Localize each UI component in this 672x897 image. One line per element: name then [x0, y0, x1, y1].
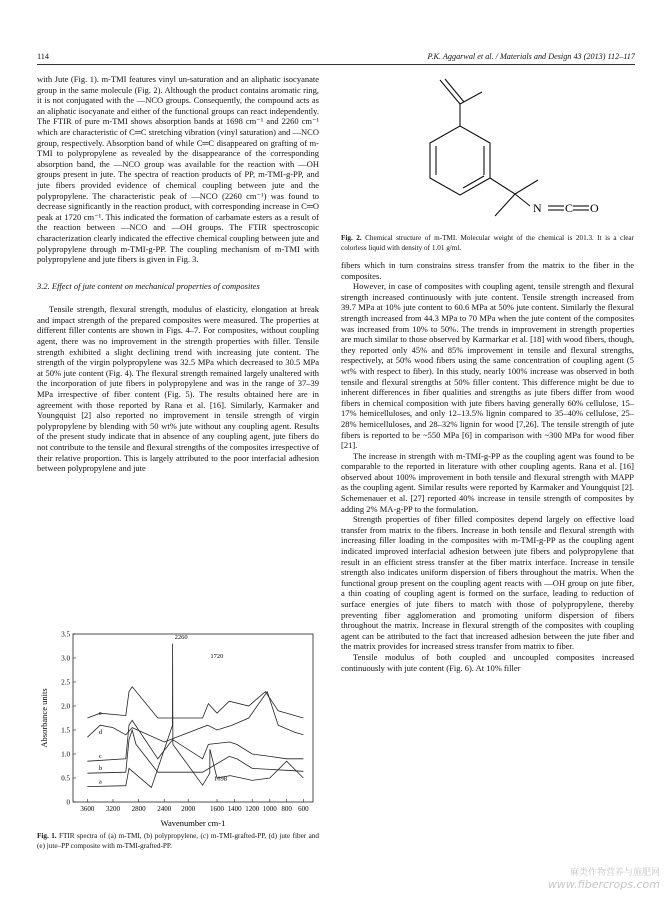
x-tick-label: 3200: [106, 805, 120, 813]
watermark: [548, 865, 660, 891]
spectrum-b: [87, 730, 303, 773]
figure1-caption: [37, 832, 319, 851]
paragraph: Tensile modulus of both coupled and uncoupled composites increased continuously with jute content (Fig. 6). At 10% filler: [341, 651, 634, 673]
atom-c: C: [565, 201, 574, 215]
peak-annotations: [175, 634, 227, 783]
right-column: [341, 260, 634, 673]
series-label-a: a: [98, 778, 102, 786]
atom-o: O: [590, 201, 599, 215]
figure1-label: Fig. 1.: [37, 832, 57, 840]
running-title: P.K. Aggarwal et al. / Materials and Design 43 (2013) 112–117: [427, 52, 635, 61]
spectrum-c: [87, 720, 303, 761]
paragraph: However, in case of composites with coupling agent, tensile strength and flexural strength increased continuously with jute content. Tensile strength increased from 39.7 MPa at 10% jute content to 60.6 MPa at 50% jute content. Similarly the flexural strength increased from 44.3 MPa to 70 MPa when the jute content of the composites was increased from 10% to 50%. The trends in improvement in strength properties are much similar to those observed by Karmarkar et al. [18] with wood fibers, though, they reported only 45% and 85% improvement in tensile and flexural strengths, respectively, at 50% wood fibers using the same concentration of coupling agent (5 wt% with respect to fiber). In this study, nearly 100% increase was observed in both tensile and flexural strengths at 50% filler content. This difference might be due to inherent differences in fiber qualities and strengths as jute fibers differ from wood fibers in chemical composition with jute fibers having generally 60% cellulose, 15–17% hemicelluloses, and only 12–13.5% lignin compared to 35–40% cellulose, 25–28% hemicelluloses, and 28–32% lignin for wood [7,26]. The tensile strength of jute fibers is reported to be ~550 MPa [6] in comparison with ~300 MPa for wood fiber [21].: [341, 281, 634, 451]
x-tick-label: 1400: [227, 805, 242, 813]
paragraph: with Jute (Fig. 1). m-TMI features vinyl un-saturation and an aliphatic isocyanate group in the same molecule (Fig. 2). Although the product contains aromatic ring, it is not conjugated with the —NCO groups. Consequently, the compound acts as an aliphatic isocyanate and either of the functional groups can react independently. The FTIR of pure m-TMI shows absorption bands at 1698 cm⁻¹ and 2260 cm⁻¹ which are characteristic of C═C stretching vibration (vinyl saturation) and —NCO group, respectively. Absorption band of while C═C disappeared on grafting of m-TMI to polypropylene as revealed by the disappearance of the corresponding absorption band, the —NCO group was available for the reaction with —OH groups present in jute. The spectra of reaction products of PP, m-TMI-g-PP, and jute fibers provided evidence of chemical coupling between jute and the polypropylene. The characteristic peak of —NCO (2260 cm⁻¹) was found to decrease significantly in the reaction product, with corresponding increase in C═O peak at 1720 cm⁻¹. This indicated the formation of carbamate esters as a result of the reaction between —NCO and —OH groups. The FTIR spectroscopic characterization clearly indicated the effective chemical coupling between jute and polypropylene through m-TMI-g-PP. The coupling mechanism of m-TMI with polypropylene and jute fibers is given in Fig. 3.: [37, 74, 319, 265]
paragraph: fibers which in turn constrains stress transfer from the matrix to the fiber in the composites.: [341, 260, 634, 281]
x-tick-label: 2800: [131, 805, 146, 813]
annotation-1720: 1720: [210, 653, 224, 660]
header-rule: [37, 64, 635, 65]
y-tick-label: 1.5: [61, 726, 70, 735]
left-column: [37, 74, 319, 474]
atom-n: N: [533, 201, 542, 215]
paragraph: Tensile strength, flexural strength, modulus of elasticity, elongation at break and impact strength of the prepared composites were measured. The properties at different filler contents are shown in Figs. 4–7. For composites, without coupling agent, there was no improvement in the strength properties with filler. Tensile strength exhibited a slight declining trend with increasing jute content. The strength of the virgin polypropylene was 32.5 MPa which decreased to 30.5 MPa at 50% jute content (Fig. 4). The flexural strength remained largely unaltered with the incorporation of jute fibers in polypropylene and was in the range of 37–39 MPa irrespective of fiber content (Fig. 5). The results obtained here are in agreement with those reported by Rana et al. [16]. Similarly, Karmaker and Youngquist [2] also reported no improvement in tensile strength of virgin polypropylene by blending with 50 wt% jute without any coupling agent. Results of the present study indicate that in absence of any coupling agent, jute fibers do not contribute to the tensile and flexural strengths of the composites irrespective of their relative proportion. This is largely attributed to the poor interfacial adhesion between polypropylene and jute: [37, 304, 319, 474]
x-tick-label: 1200: [245, 805, 260, 813]
x-axis: [80, 799, 309, 813]
y-tick-label: 0.5: [61, 774, 70, 783]
watermark-line2: www.fibercrops.com: [547, 878, 660, 891]
paragraph: The increase in strength with m-TMI-g-PP as the coupling agent was found to be comparable to the reported in literature with other coupling agents. Rana et al. [16] observed about 100% improvement in both tensile and flexural strength with MAPP as the coupling agent. Similar results were reported by Karmaker and Youngquist [2]. Schemenauer et al. [27] reported 40% increase in tensile strength of composites by adding 2% MA-g-PP to the formulation.: [341, 450, 634, 514]
x-tick-label: 800: [281, 805, 292, 813]
y-tick-label: 2.0: [61, 702, 70, 711]
y-tick-label: 3.5: [61, 630, 70, 639]
section-heading: 3.2. Effect of jute content on mechanical properties of composites: [37, 280, 260, 291]
series-label-d: d: [98, 729, 103, 737]
x-tick-label: 600: [298, 805, 309, 813]
y-tick-label: 3.0: [61, 654, 70, 663]
x-tick-label: 3600: [80, 805, 95, 813]
series-label-b: b: [98, 765, 103, 773]
figure1-caption-text: FTIR spectra of (a) m-TMI, (b) polypropylene, (c) m-TMI-grafted-PP, (d) jute fiber and (e) jute–PP composite with m-TMI-grafted-PP.: [37, 832, 319, 850]
paragraph: Strength properties of fiber filled composites depend largely on effective load transfer from matrix to the fibers. Increase in both tensile and flexural strength with increasing filler loading in the composites with m-TMI-g-PP as the coupling agent indicated improved interfacial adhesion between jute fibers and polypropylene that result in an efficient stress transfer at the fiber matrix interface. Increase in tensile strength also indicates uniform dispersion of fibers throughout the matrix. When the functional group present on the coupling agent reacts with —OH group on jute fiber, a thin coating of coupling agent is formed on the surface, leading to reduction of surface energies of jute fibers to match with those of polypropylene, thereby preventing fiber agglomeration and promoting uniform dispersion of fibers throughout the matrix. Increase in flexural strength of the composites with coupling agent can be attributed to the fact that increased adhesion between the jute fiber and the matrix provides for increased stress transfer from matrix to fiber.: [341, 514, 634, 652]
series-label-e: e: [98, 710, 102, 717]
y-tick-label: 0: [66, 798, 70, 807]
x-tick-label: 2400: [157, 805, 172, 813]
annotation-2260: 2260: [174, 633, 188, 641]
x-axis-label: Wavenumber cm-1: [160, 818, 226, 828]
m-tmi-structure-figure: [370, 66, 610, 226]
y-tick-label: 2.5: [61, 678, 70, 687]
y-axis-label: Absorbance units: [39, 688, 49, 748]
figure2-label: Fig. 2.: [341, 234, 362, 242]
figure2-caption: [341, 234, 634, 253]
spectrum-a: [87, 644, 303, 788]
annotation-1698: 1698: [213, 775, 227, 783]
y-axis: [61, 631, 76, 807]
ftir-chart: [37, 630, 319, 830]
x-tick-label: 1000: [262, 805, 277, 813]
running-header: [37, 52, 635, 64]
series-label-c: c: [98, 753, 102, 761]
y-tick-label: 1.0: [61, 750, 70, 759]
watermark-line1: 麻类作物营养与施肥网: [569, 868, 660, 878]
spectra: [87, 644, 303, 788]
spectrum-d: [87, 692, 303, 742]
page-number: 114: [37, 52, 49, 61]
x-tick-label: 2000: [181, 805, 196, 813]
figure2-caption-text: Chemical structure of m-TMI. Molecular weight of the chemical is 201.3. It is a clear colorless liquid with density of 1.01 g/ml.: [341, 234, 634, 252]
x-tick-label: 1600: [210, 805, 224, 813]
